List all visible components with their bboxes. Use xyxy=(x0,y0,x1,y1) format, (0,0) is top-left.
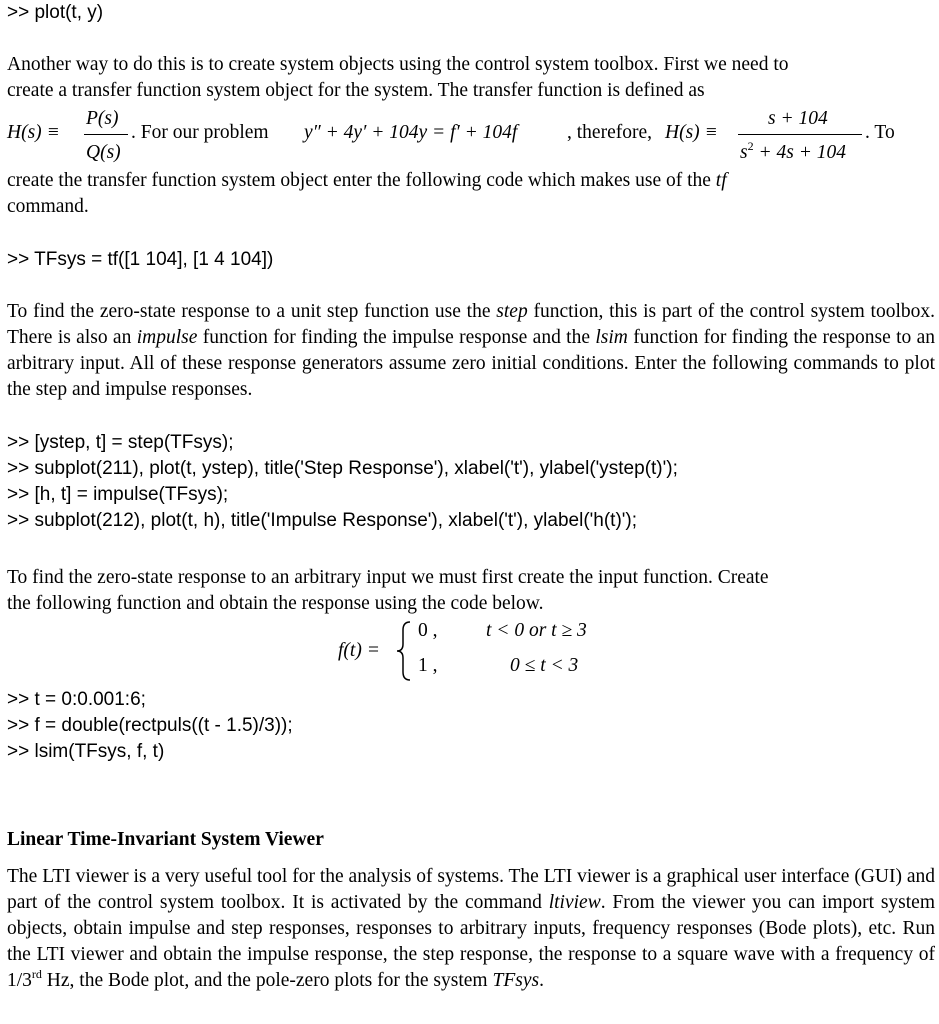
eq-therefore: , therefore, xyxy=(567,122,652,143)
eq-h-fraction-bar xyxy=(738,134,862,135)
case-1-condition: t < 0 or t ≥ 3 xyxy=(486,620,587,641)
tfsys-keyword: TFsys xyxy=(492,970,540,991)
p4-s3: Hz, the Bode plot, and the pole-zero plots for the system xyxy=(41,970,488,991)
paragraph-lti-viewer xyxy=(7,864,935,994)
paragraph-arbitrary-input xyxy=(7,565,935,617)
p4-s4: . xyxy=(539,970,544,991)
case-1-value: 0 , xyxy=(418,620,438,641)
code-line: >> lsim(TFsys, f, t) xyxy=(7,741,165,762)
p2-s3: function for finding the impulse response and the xyxy=(202,327,591,348)
section-heading: Linear Time-Invariant System Viewer xyxy=(7,829,324,850)
paragraph-transfer-function xyxy=(7,52,935,104)
p1-line-2: create a transfer function system object for the system. The transfer function is defined as xyxy=(7,80,705,101)
code-line: >> f = double(rectpuls((t - 1.5)/3)); xyxy=(7,715,293,736)
p2-s1: To find the zero-state response to a unit step function use the xyxy=(7,301,491,322)
step-keyword: step xyxy=(496,301,528,322)
p1-line-1: Another way to do this is to create system objects using the control system toolbox. First we need to xyxy=(7,54,789,75)
code-line: >> [h, t] = impulse(TFsys); xyxy=(7,484,229,505)
eq-mid-text: . For our problem xyxy=(131,122,269,143)
case-2-condition: 0 ≤ t < 3 xyxy=(510,655,579,676)
p3-line-1: To find the zero-state response to an arbitrary input we must first create the input function. Create xyxy=(7,567,769,588)
code-plot: >> plot(t, y) xyxy=(7,2,104,23)
code-line: >> t = 0:0.001:6; xyxy=(7,689,146,710)
lsim-keyword: lsim xyxy=(595,327,628,348)
eq-h-denominator xyxy=(740,139,846,164)
p3-line-2: the following function and obtain the response using the code below. xyxy=(7,593,544,614)
code-line: >> subplot(211), plot(t, ystep), title('Step Response'), xlabel('t'), ylabel('ystep(t)'); xyxy=(7,458,678,479)
left-brace-icon xyxy=(396,620,412,682)
ordinal-rd: rd xyxy=(31,967,42,981)
code-line: >> [ystep, t] = step(TFsys); xyxy=(7,432,234,453)
eq-h-den-s: s xyxy=(740,142,748,163)
paragraph-step-response xyxy=(7,299,935,403)
eq-q-denominator: Q(s) xyxy=(86,142,121,163)
code-block-lsim xyxy=(7,687,293,765)
p1-line-5: command. xyxy=(7,196,89,217)
p1-line-4-text: create the transfer function system object enter the following code which makes use of the xyxy=(7,170,711,191)
tf-command: tf xyxy=(715,170,727,191)
p4-s1: The LTI viewer is a very useful tool for the analysis of systems. The LTI viewer is a graphical user interface (GUI) and part of the control system toolbox. It is activated by the command xyxy=(7,866,935,913)
eq-ode: y″ + 4y′ + 104y = f′ + 104f xyxy=(304,122,518,143)
code-block-step-impulse xyxy=(7,430,678,534)
p2-s2: function, this is part of the control system toolbox. There is also an xyxy=(7,301,936,348)
eq-h-den-exp: 2 xyxy=(747,139,754,153)
p1-line-4 xyxy=(7,168,935,194)
eq-p-numerator: P(s) xyxy=(86,108,119,129)
eq-to: . To xyxy=(865,122,895,143)
eq-h-numerator: s + 104 xyxy=(768,108,828,129)
code-line: >> subplot(212), plot(t, h), title('Impulse Response'), xlabel('t'), ylabel('h(t)'); xyxy=(7,510,638,531)
eq-h-den-rest: + 4s + 104 xyxy=(753,142,846,163)
piecewise-lhs: f(t) = xyxy=(338,640,380,661)
case-2-value: 1 , xyxy=(418,655,438,676)
code-tfsys: >> TFsys = tf([1 104], [1 4 104]) xyxy=(7,249,274,270)
ltiview-keyword: ltiview xyxy=(548,892,601,913)
piecewise-function xyxy=(0,618,939,684)
p4-s2: . From the viewer you can import system objects, obtain impulse and step responses, responses to arbitrary inputs, frequency responses (Bode plots), etc. Run the LTI viewer and obtain the impulse response, the step response, the response to a square wave with a frequency of 1/3 xyxy=(7,892,936,991)
eq-fraction-bar xyxy=(84,134,128,135)
p2-s4: function for finding the response to an arbitrary input. All of these response generators assume zero initial conditions. Enter the following commands to plot the step and impulse responses. xyxy=(7,327,936,400)
eq-h-lhs-2: H(s) ≡ xyxy=(665,122,718,143)
impulse-keyword: impulse xyxy=(136,327,198,348)
paragraph-transfer-function-cont xyxy=(7,168,935,220)
eq-h-lhs: H(s) ≡ xyxy=(7,122,60,143)
equation-line xyxy=(0,104,939,168)
